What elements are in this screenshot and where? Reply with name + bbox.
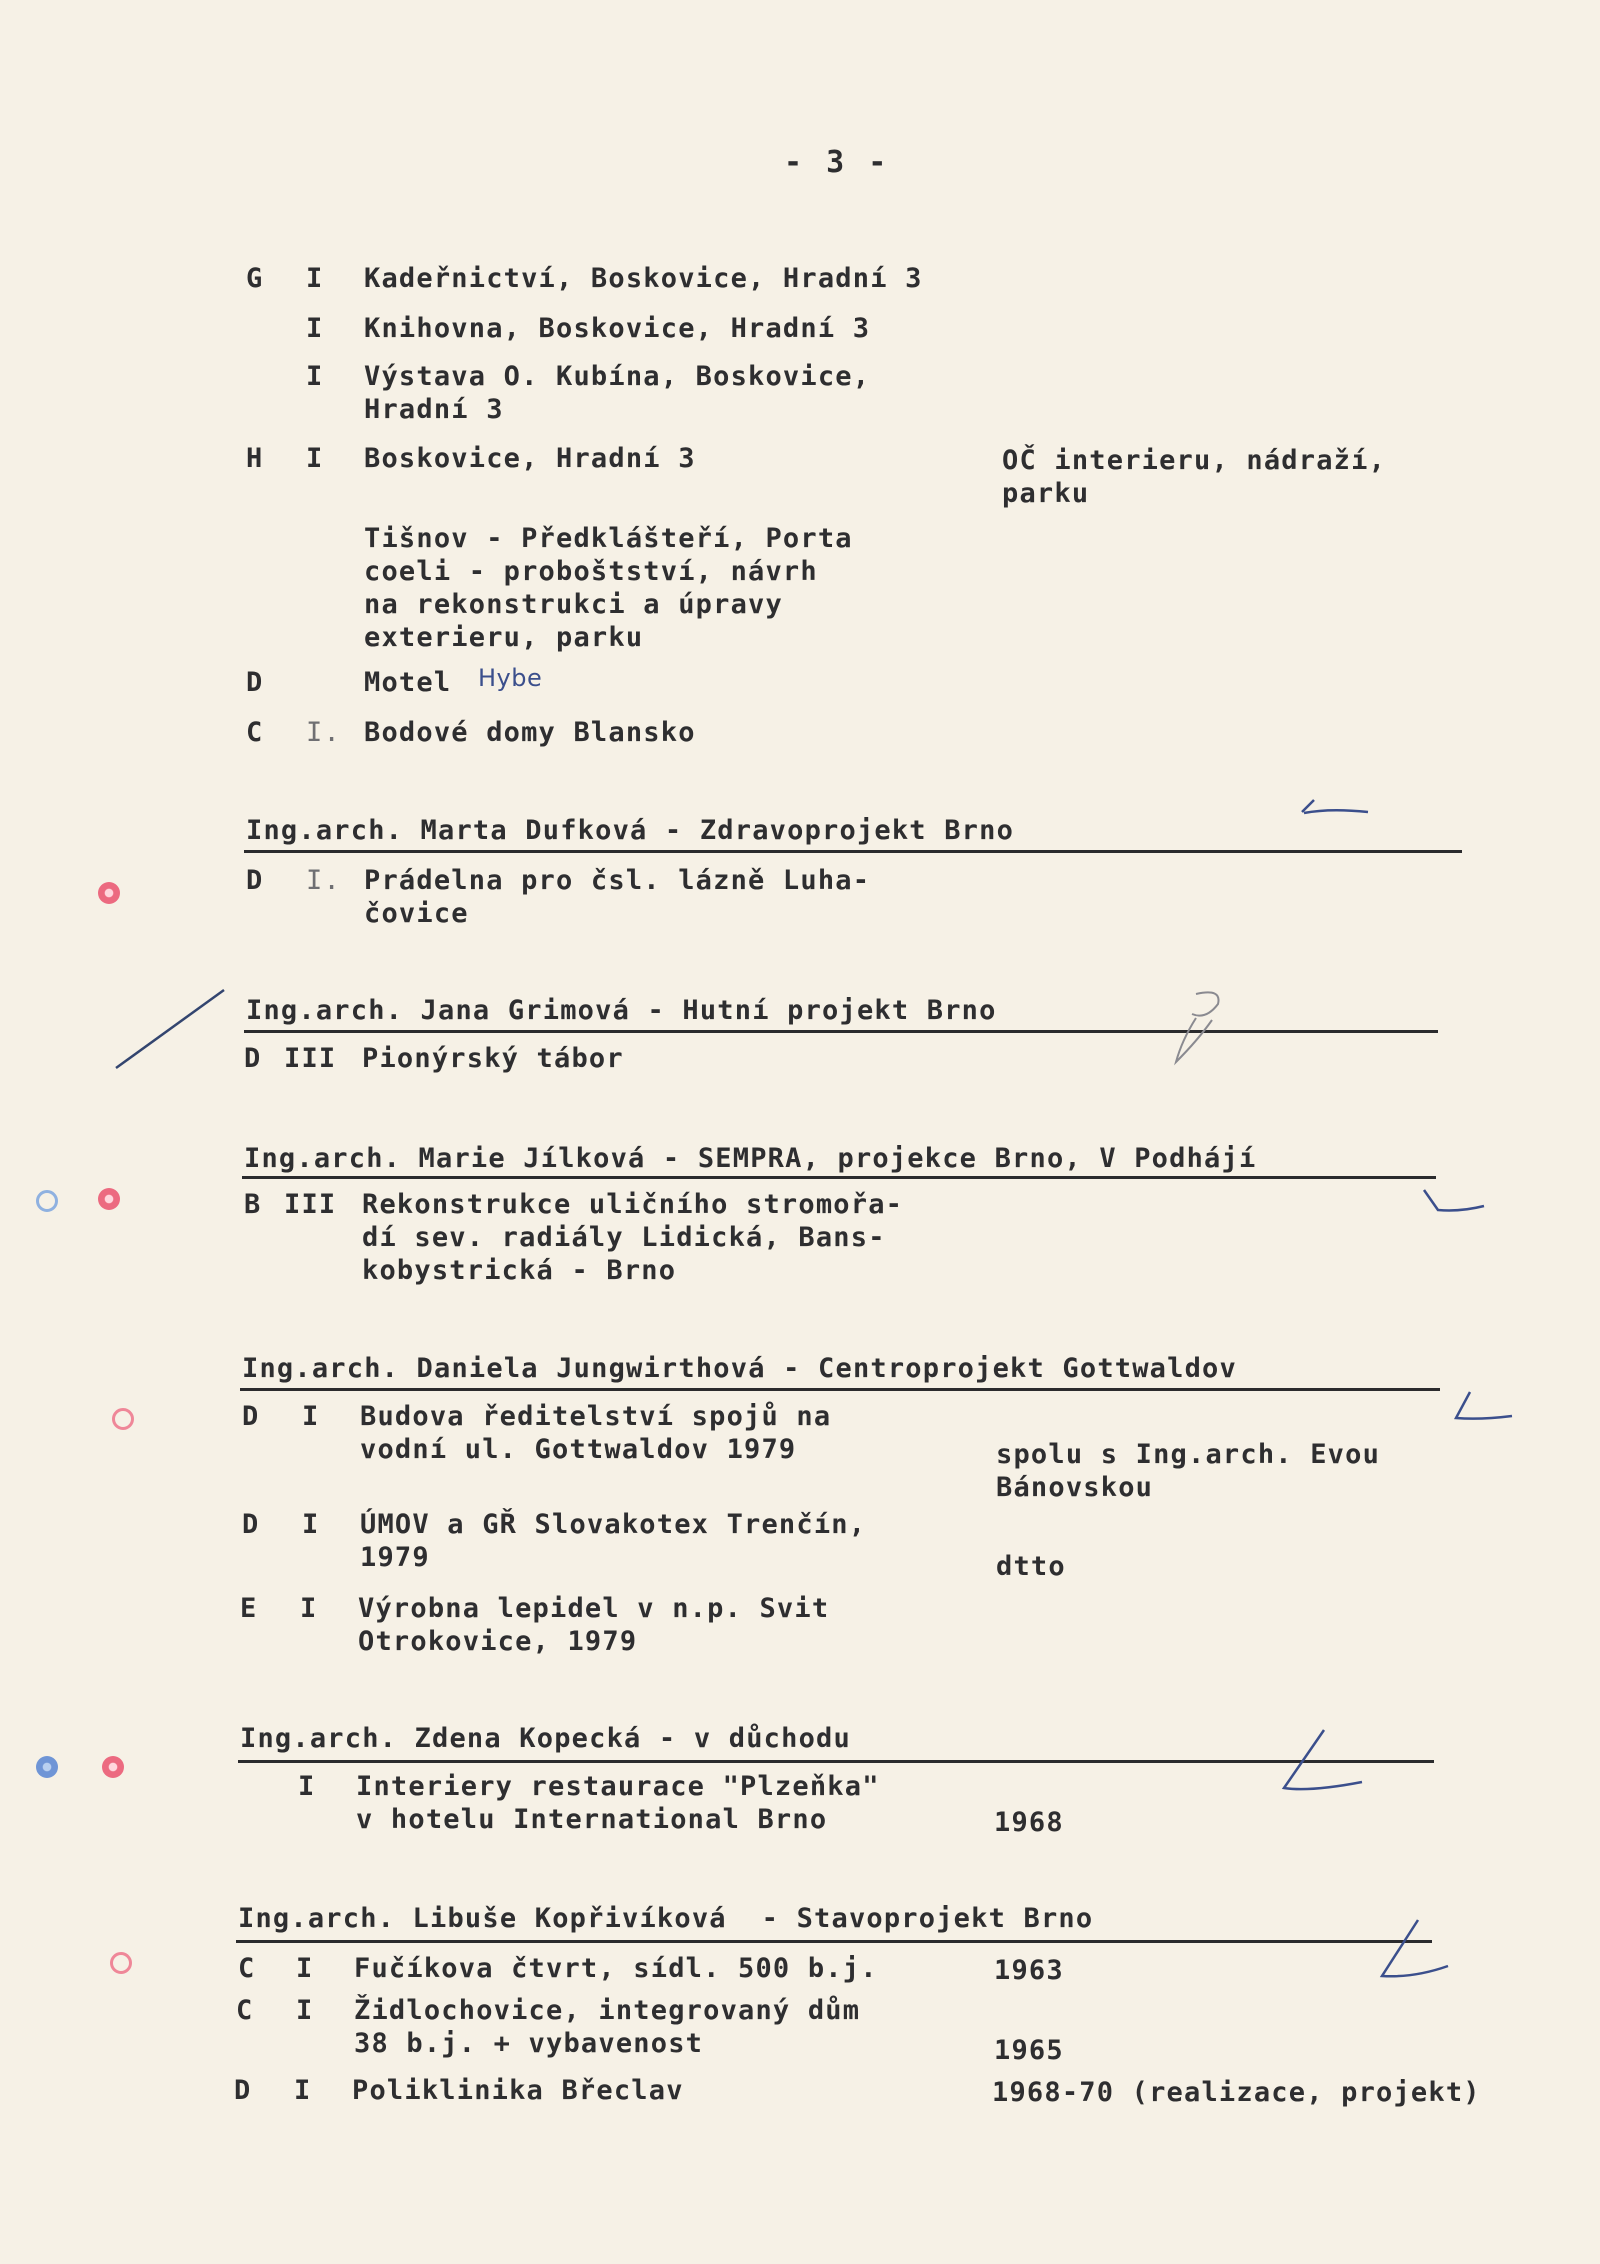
row-code: D: [242, 1401, 260, 1432]
row-text: Židlochovice, integrovaný dům 38 b.j. + vybavenost: [354, 1995, 861, 2059]
row-text: Fučíkova čtvrt, sídl. 500 b.j.: [354, 1953, 878, 1984]
check-mark: [1456, 1392, 1512, 1419]
pencil-scribble: [1176, 992, 1219, 1062]
blue-marker-dot: [36, 1756, 58, 1778]
row-text: Kadeřnictví, Boskovice, Hradní 3: [364, 263, 923, 294]
row-code: B: [244, 1189, 262, 1220]
row-code: D: [234, 2075, 252, 2106]
row-code: G: [246, 263, 264, 294]
row-category: I: [302, 1401, 320, 1432]
row-category: I: [306, 443, 324, 474]
row-code: D: [246, 667, 264, 698]
row-category: I: [306, 313, 324, 344]
section-rule: [238, 1760, 1434, 1763]
row-category: I.: [306, 865, 341, 896]
row-category: III: [284, 1043, 337, 1074]
row-code: D: [244, 1043, 262, 1074]
row-text: Bodové domy Blansko: [364, 717, 696, 748]
row-text: Poliklinika Břeclav: [352, 2075, 684, 2106]
section-rule: [240, 1388, 1440, 1391]
section-rule: [244, 850, 1462, 853]
row-text: Boskovice, Hradní 3: [364, 443, 696, 474]
section-header: Ing.arch. Marie Jílková - SEMPRA, projekce Brno, V Podhájí: [244, 1143, 1257, 1174]
row-text: Budova ředitelství spojů na vodní ul. Gottwaldov 1979: [360, 1401, 832, 1465]
row-code: D: [246, 865, 264, 896]
row-category: III: [284, 1189, 337, 1220]
section-rule: [236, 1940, 1432, 1943]
row-note: spolu s Ing.arch. Evou Bánovskou: [996, 1439, 1381, 1503]
row-category: I: [306, 263, 324, 294]
row-category: I: [302, 1509, 320, 1540]
section-header: Ing.arch. Jana Grimová - Hutní projekt Brno: [246, 995, 997, 1026]
row-text: Motel: [364, 667, 452, 698]
row-text: Výrobna lepidel v n.p. Svit Otrokovice, 1979: [358, 1593, 830, 1657]
section-rule: [244, 1030, 1438, 1033]
row-text: Interiery restaurace "Plzeňka" v hotelu International Brno: [356, 1771, 880, 1835]
row-note: dtto: [996, 1551, 1066, 1582]
row-text: Pionýrský tábor: [362, 1043, 624, 1074]
row-text: Knihovna, Boskovice, Hradní 3: [364, 313, 871, 344]
check-mark: [1424, 1190, 1484, 1211]
row-code: H: [246, 443, 264, 474]
row-note: 1965: [994, 2035, 1064, 2066]
row-category: I: [296, 1953, 314, 1984]
slash-mark: [116, 990, 224, 1068]
row-code: E: [240, 1593, 258, 1624]
section-header: Ing.arch. Zdena Kopecká - v důchodu: [240, 1723, 851, 1754]
check-mark: [1302, 800, 1368, 813]
row-code: C: [236, 1995, 254, 2026]
row-category: I: [306, 361, 324, 392]
row-category: I: [296, 1995, 314, 2026]
page-number: - 3 -: [784, 145, 890, 180]
section-header: Ing.arch. Daniela Jungwirthová - Centroprojekt Gottwaldov: [242, 1353, 1237, 1384]
row-note: 1968-70 (realizace, projekt): [992, 2077, 1481, 2108]
row-code: C: [238, 1953, 256, 1984]
row-note: 1963: [994, 1955, 1064, 1986]
red-marker-ring: [112, 1408, 134, 1430]
red-marker-dot: [98, 1188, 120, 1210]
row-category: I: [300, 1593, 318, 1624]
row-code: C: [246, 717, 264, 748]
row-category: I.: [306, 717, 341, 748]
row-text: Výstava O. Kubína, Boskovice, Hradní 3: [364, 361, 871, 425]
row-category: I: [294, 2075, 312, 2106]
red-marker-dot: [102, 1756, 124, 1778]
red-marker-dot: [98, 882, 120, 904]
row-note: 1968: [994, 1807, 1064, 1838]
section-rule: [242, 1176, 1436, 1179]
row-text: Tišnov - Předklášteří, Porta coeli - proboštství, návrh na rekonstrukci a úpravy exterieru, parku: [364, 523, 853, 653]
section-header: Ing.arch. Marta Dufková - Zdravoprojekt Brno: [246, 815, 1015, 846]
row-note: OČ interieru, nádraží, parku: [1002, 445, 1387, 509]
blue-marker-ring: [36, 1190, 58, 1212]
row-code: D: [242, 1509, 260, 1540]
row-text: ÚMOV a GŘ Slovakotex Trenčín, 1979: [360, 1509, 867, 1573]
red-marker-ring: [110, 1952, 132, 1974]
row-text: Rekonstrukce uličního stromořa- dí sev. radiály Lidická, Bans- kobystrická - Brno: [362, 1189, 904, 1286]
handwritten-annotation: Hybe: [478, 664, 543, 692]
check-mark: [1382, 1920, 1448, 1976]
row-category: I: [298, 1771, 316, 1802]
row-text: Prádelna pro čsl. lázně Luha- čovice: [364, 865, 871, 929]
section-header: Ing.arch. Libuše Kopřivíková - Stavoprojekt Brno: [238, 1903, 1094, 1934]
